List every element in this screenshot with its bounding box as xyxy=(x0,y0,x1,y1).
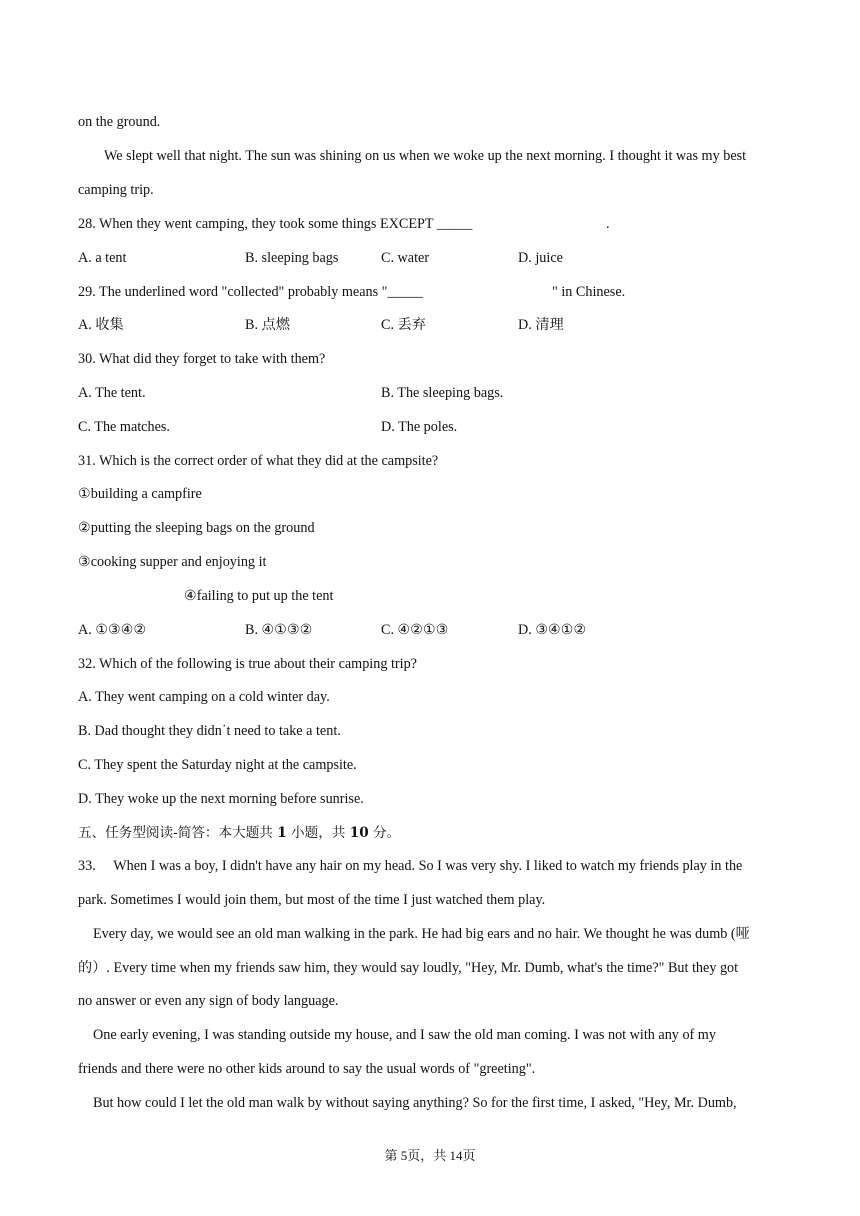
question-30-option-d: D. The poles. xyxy=(381,419,458,435)
question-30-option-a: A. The tent. xyxy=(78,385,146,401)
question-31-option-d: D. ③④①② xyxy=(518,622,587,638)
question-30-stem: 30. What did they forget to take with them? xyxy=(78,351,326,367)
q33-line: Every day, we would see an old man walking in the park. He had big ears and no hair. We thought he was dumb (哑 xyxy=(93,926,750,942)
passage-line: on the ground. xyxy=(78,114,161,130)
q33-line: 33. When I was a boy, I didn't have any hair on my head. So I was very shy. I liked to watch my friends play in the xyxy=(78,858,743,874)
question-32-option-b: B. Dad thought they didn˙t need to take a tent. xyxy=(78,723,341,739)
question-28-option-c: C. water xyxy=(381,250,430,266)
passage-line: camping trip. xyxy=(78,182,154,198)
question-28-option-b: B. sleeping bags xyxy=(245,250,339,266)
question-29-stem-end: " in Chinese. xyxy=(552,284,626,300)
question-29-option-a: A. 收集 xyxy=(78,317,124,333)
question-32-option-a: A. They went camping on a cold winter day. xyxy=(78,689,330,705)
q33-line: One early evening, I was standing outside my house, and I saw the old man coming. I was not with any of my xyxy=(93,1027,716,1043)
question-31-option-c: C. ④②①③ xyxy=(381,622,449,638)
q33-line: But how could I let the old man walk by without saying anything? So for the first time, I asked, "Hey, Mr. Dumb, xyxy=(93,1095,737,1111)
question-31-item: ③cooking supper and enjoying it xyxy=(78,554,267,570)
question-28-option-a: A. a tent xyxy=(78,250,127,266)
question-29-stem: 29. The underlined word "collected" probably means "_____ xyxy=(78,284,423,300)
section-heading-count: 1 xyxy=(277,825,287,841)
question-32-option-d: D. They woke up the next morning before sunrise. xyxy=(78,791,364,807)
q33-line: 的）. Every time when my friends saw him, they would say loudly, "Hey, Mr. Dumb, what's the time?" But they got xyxy=(78,960,739,976)
question-29-option-c: C. 丢弃 xyxy=(381,317,426,333)
q33-line: no answer or even any sign of body language. xyxy=(78,993,339,1009)
question-31-option-b: B. ④①③② xyxy=(245,622,313,638)
question-28-stem: 28. When they went camping, they took some things EXCEPT _____ xyxy=(78,216,473,232)
question-30-option-c: C. The matches. xyxy=(78,419,170,435)
question-29-option-b: B. 点燃 xyxy=(245,317,290,333)
question-31-item: ①building a campfire xyxy=(78,486,202,502)
question-29-option-d: D. 清理 xyxy=(518,317,564,333)
question-32-stem: 32. Which of the following is true about their camping trip? xyxy=(78,656,417,672)
section-heading-score: 10 xyxy=(349,825,369,841)
question-32-option-c: C. They spent the Saturday night at the campsite. xyxy=(78,757,357,773)
question-28-option-d: D. juice xyxy=(518,250,563,266)
section-heading-post: 分。 xyxy=(368,825,401,841)
q33-line: park. Sometimes I would join them, but most of the time I just watched them play. xyxy=(78,892,546,908)
section-heading xyxy=(78,824,400,842)
passage-line: We slept well that night. The sun was shining on us when we woke up the next morning. I thought it was my best xyxy=(104,148,747,164)
section-heading-pre: 五、任务型阅读-简答：本大题共 xyxy=(78,825,278,841)
question-31-item: ④failing to put up the tent xyxy=(184,588,334,604)
question-31-item: ②putting the sleeping bags on the ground xyxy=(78,520,315,536)
q33-line: friends and there were no other kids around to say the usual words of "greeting". xyxy=(78,1061,536,1077)
page-footer: 第 5页，共 14页 xyxy=(384,1148,476,1163)
question-28-stem-end: . xyxy=(606,216,610,232)
question-31-option-a: A. ①③④② xyxy=(78,622,147,638)
question-31-stem: 31. Which is the correct order of what they did at the campsite? xyxy=(78,453,439,469)
section-heading-mid: 小题，共 xyxy=(286,825,350,841)
question-30-option-b: B. The sleeping bags. xyxy=(381,385,504,401)
